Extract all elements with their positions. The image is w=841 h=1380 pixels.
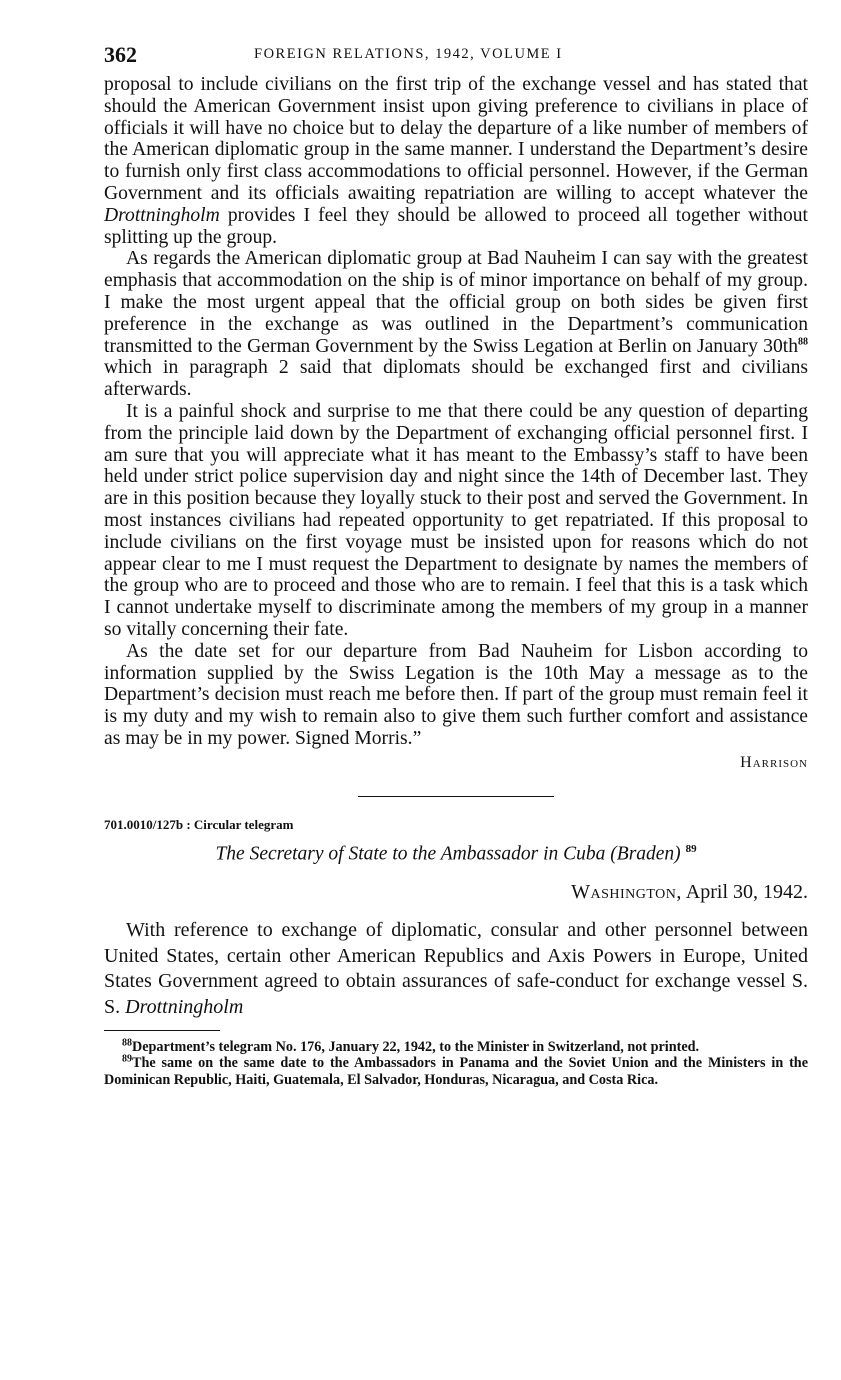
running-title: FOREIGN RELATIONS, 1942, VOLUME I <box>254 46 563 62</box>
footnotes <box>104 1039 808 1088</box>
signoff: Harrison <box>740 753 808 771</box>
footnote-89: $^{89}$The same on the same date to the Ambassadors in Panama and the Soviet Union and the Ministers in the Dominican Republic, Haiti, Guatemala, El Salvador, Honduras, Nicaragua, and Costa Rica. <box>104 1053 808 1088</box>
paragraph-4: As the date set for our departure from Bad Nauheim for Lisbon according to information supplied by the Swiss Legation is the 10th May a message as to the Department’s decision must reach me before then. If part of the group must remain feel it is my duty and my wish to remain also to give them such further comfort and assistance as may be in my power. Signed Morris.” <box>104 640 808 749</box>
paragraph-1: proposal to include civilians on the first trip of the exchange vessel and has stated that should the American Government insist upon giving preference to civilians in place of officials it will have no choice but to delay the departure of a like number of members of the American diplomatic group in the same manner. I understand the Department’s desire to furnish only first class accommodations to official personnel. However, if the German Government and its officials awaiting repatriation are willing to accept whatever the Drottningholm provides I feel they should be allowed to proceed all together without splitting up the group. <box>104 74 808 248</box>
document-heading: The Secretary of State to the Ambassador in Cuba (Braden) $^{89}$ <box>215 842 697 865</box>
telegram-text <box>104 918 808 1020</box>
dateline: Washington, April 30, 1942. <box>571 881 808 904</box>
telegram-paragraph: With reference to exchange of diplomatic, consular and other personnel between United States, certain other American Republics and Axis Powers in Europe, United States Government agreed to obtain assurances of safe-conduct for exchange vessel S. S. Drottningholm <box>104 919 808 1018</box>
footnote-88: $^{88}$Department’s telegram No. 176, January 22, 1942, to the Minister in Switzerland, not printed. <box>122 1037 700 1056</box>
footnote-divider <box>104 1030 220 1031</box>
paragraph-2: As regards the American diplomatic group at Bad Nauheim I can say with the greatest emphasis that accommodation on the ship is of minor importance on behalf of my group. I make the most urgent appeal that the official group on both sides be given first preference in the exchange as was outlined in the Department’s communication transmitted to the German Government by the Swiss Legation at Berlin on January 30th$^{88}$ which in paragraph 2 said that diplomats should be exchanged first and civilians afterwards. <box>104 248 808 401</box>
footnote-ref-89[interactable]: 89 <box>685 842 697 855</box>
page-number: 362 <box>104 42 137 67</box>
running-head <box>104 40 808 74</box>
body-text <box>104 74 808 772</box>
ship-name: Drottningholm <box>125 995 244 1018</box>
paragraph-3: It is a painful shock and surprise to me that there could be any question of departing from the principle laid down by the Department of exchanging official personnel first. I am sure that you will appreciate what it has meant to the Embassy’s staff to have been held under strict police supervision day and night since the 14th of December last. They are in this position because they loyally stuck to their post and served the Government. In most instances civilians had repeated opportunity to get repatriated. If this proposal to include civilians on the first voyage must be insisted upon for reasons which do not appear clear to me I must request the Department to designate by names the members of the group who are to proceed and those who are to remain. I feel that this is a task which I cannot undertake myself to discriminate among the members of my group in a manner so vitally concerning their fate. <box>104 400 808 640</box>
section-divider <box>358 796 554 797</box>
document-page <box>104 40 808 1088</box>
ship-name: Drottningholm <box>104 204 220 226</box>
footnote-ref-88[interactable]: 88 <box>798 336 808 348</box>
file-number: 701.0010/127b : Circular telegram <box>104 816 294 832</box>
